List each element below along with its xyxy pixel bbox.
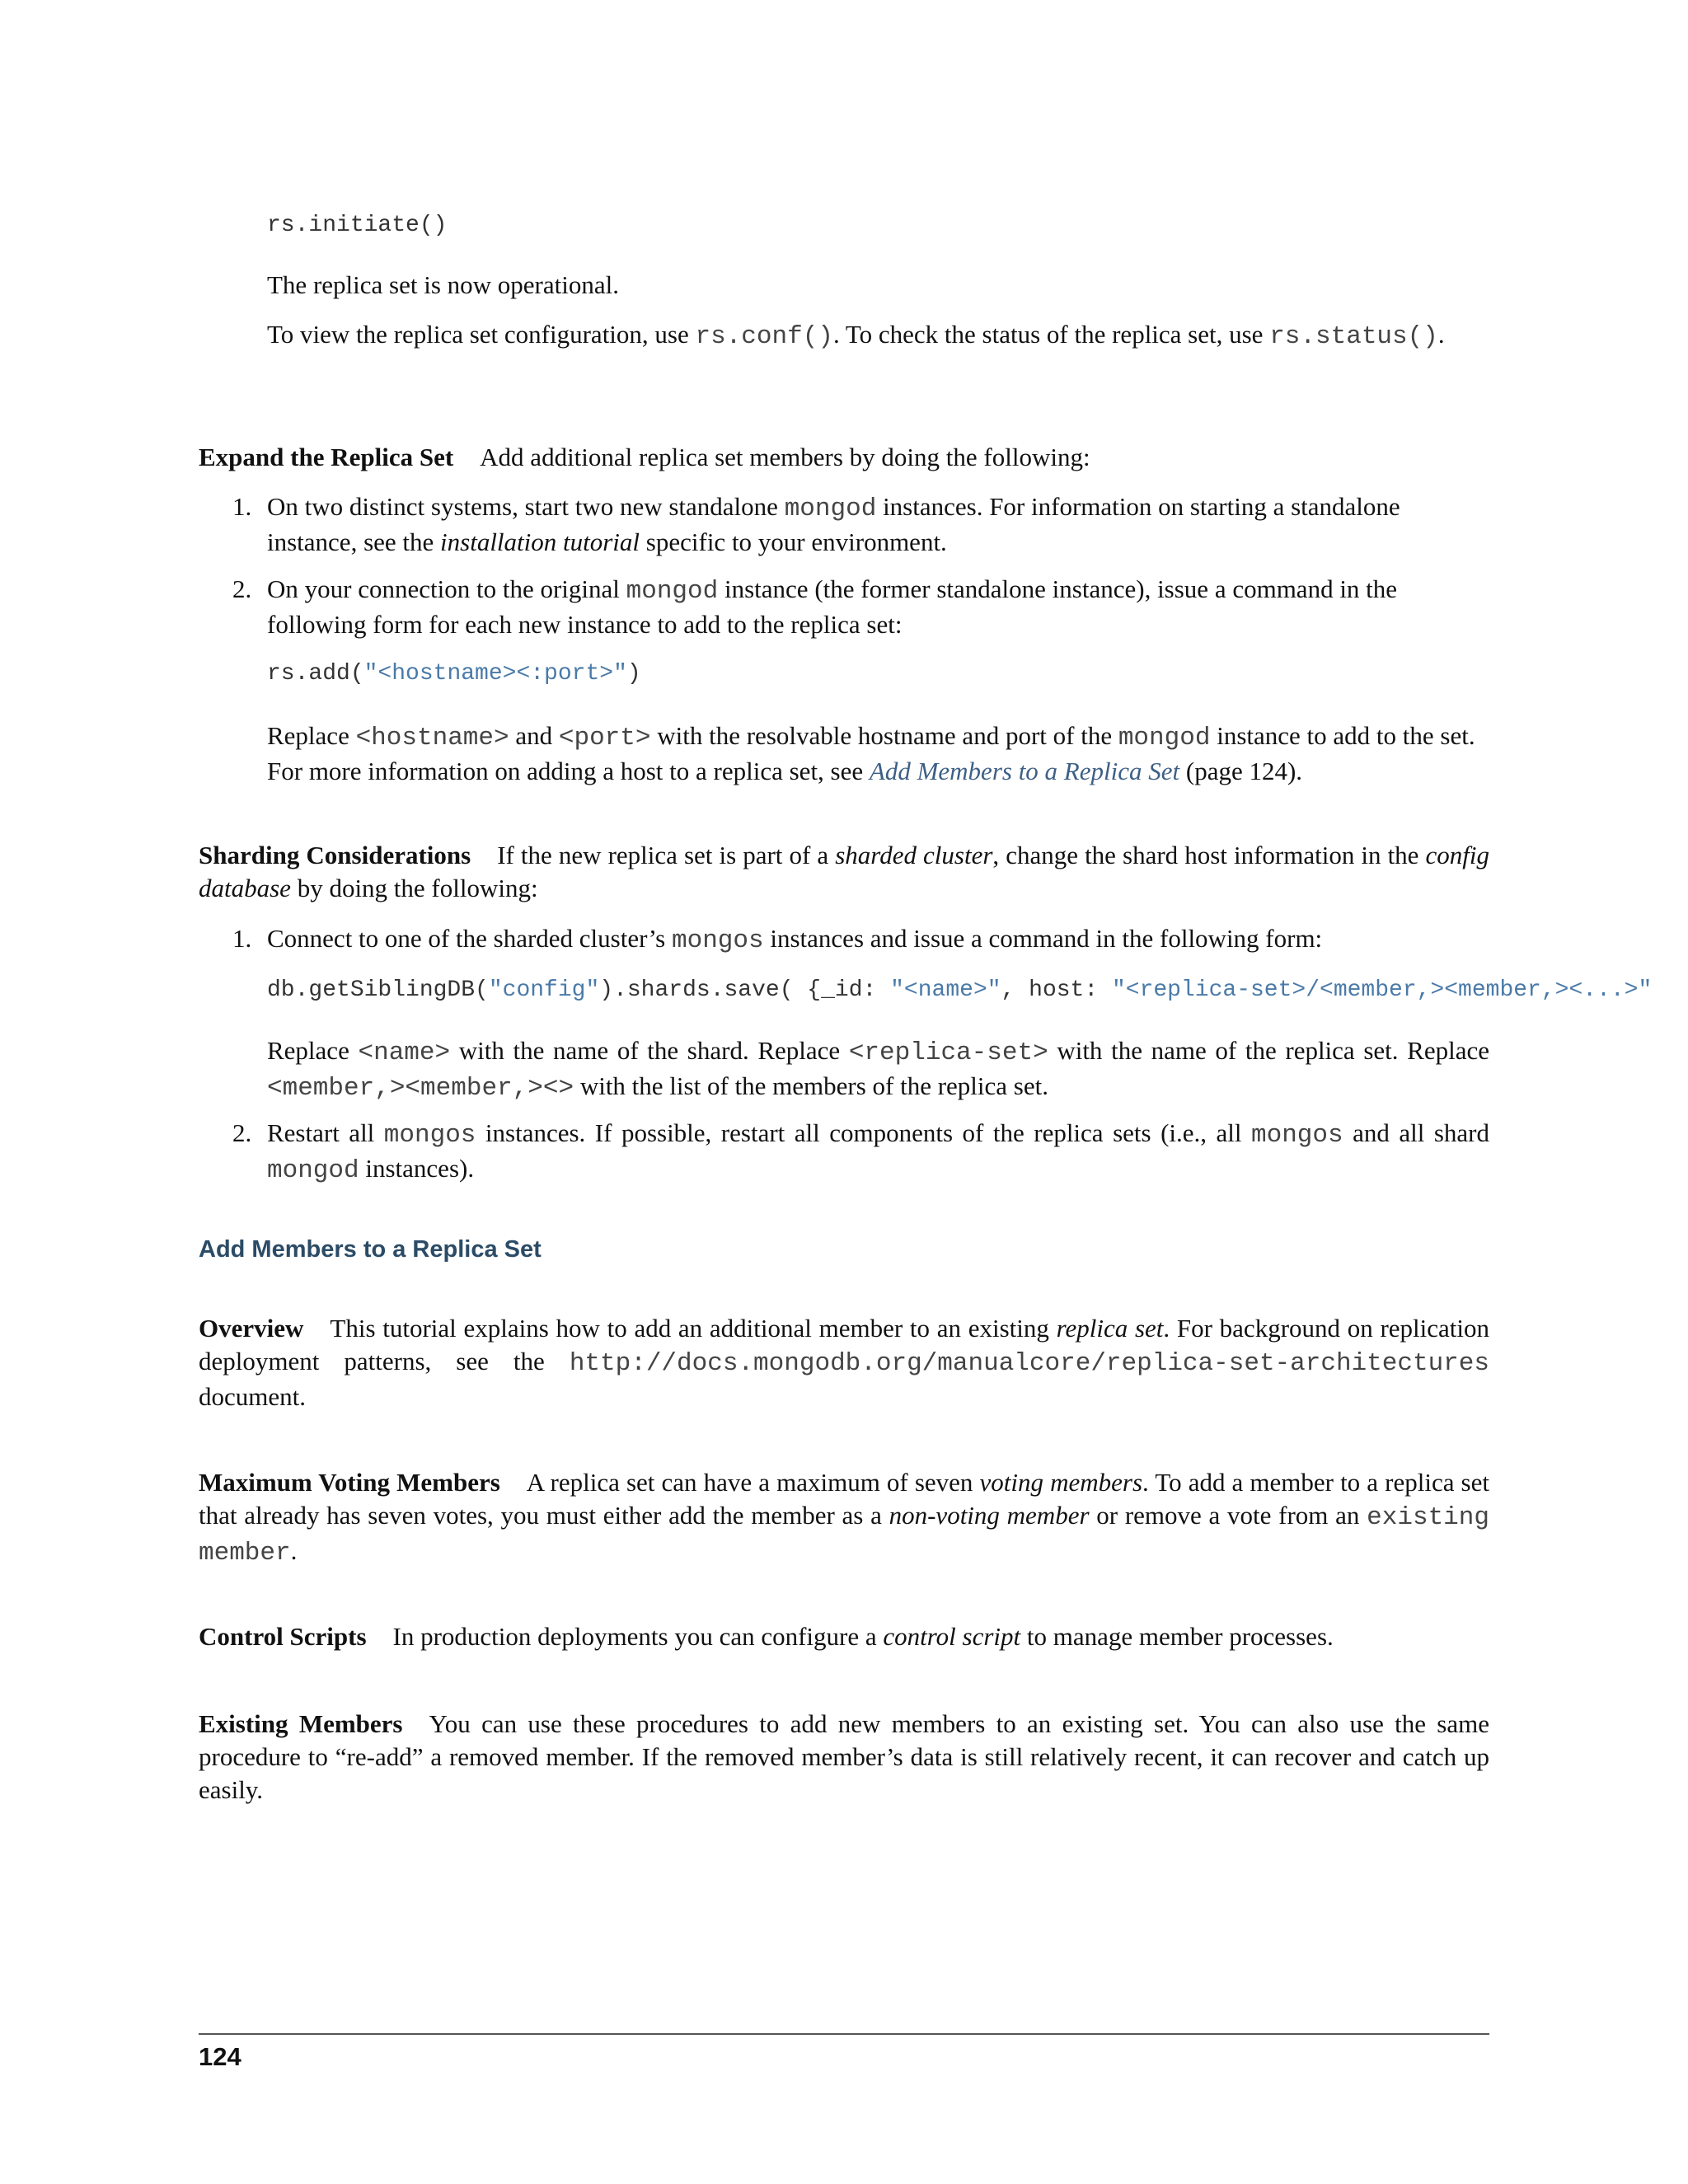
- sharding-step2: Restart all mongos instances. If possible, restart all components of the replica sets (i.e., all mongos and all shard mongod instances).: [267, 1118, 1490, 1185]
- sharding-step2-number: 2.: [232, 1118, 252, 1147]
- code-shards-save: db.getSiblingDB("config").shards.save( {_id: "<name>", host: "<replica-set>/<member,><member,><...>": [267, 977, 1653, 1003]
- expand-step1: On two distinct systems, start two new standalone mongod instances. For information on starting a standalone instance, see the installation tutorial specific to your environment.: [267, 492, 1400, 556]
- operational-paragraph: The replica set is now operational.: [267, 270, 619, 299]
- sharding-replace-paragraph: Replace <name> with the name of the shard. Replace <replica-set> with the name of the replica set. Replace <member,><member,><> with the list of the members of the replica set.: [267, 1036, 1489, 1103]
- link-add-members[interactable]: Add Members to a Replica Set: [869, 757, 1180, 785]
- footer-rule: [199, 2033, 1489, 2035]
- section-title-add-members: Add Members to a Replica Set: [199, 1236, 542, 1263]
- existing-members-paragraph: Existing Members You can use these procedures to add new members to an existing set. You can also use the same procedure to “re-add” a removed member. If the removed member’s data is still relatively recent, it can recover and catch up easily.: [199, 1709, 1489, 1804]
- overview-paragraph: Overview This tutorial explains how to add an additional member to an existing replica set. For background on replication deployment patterns, see the http://docs.mongodb.org/manualcore/replica-set-architectures document.: [199, 1314, 1490, 1411]
- existing-members-heading: Existing Members: [199, 1709, 403, 1738]
- max-voting-heading: Maximum Voting Members: [199, 1468, 500, 1497]
- view-config-paragraph: To view the replica set configuration, use rs.conf(). To check the status of the replica set, use rs.status().: [267, 320, 1445, 351]
- expand-replace-paragraph: Replace <hostname> and <port> with the resolvable hostname and port of the mongod instance to add to the set. For more information on adding a host to a replica set, see Add Members to a Replica Set (page 124).: [267, 721, 1475, 785]
- expand-step2: On your connection to the original mongod instance (the former standalone instance), issue a command in the following form for each new instance to add to the replica set:: [267, 574, 1398, 639]
- sharding-heading: Sharding Considerations: [199, 841, 471, 869]
- code-rs-status: rs.status(): [1269, 322, 1438, 351]
- code-rs-conf: rs.conf(): [695, 322, 833, 351]
- max-voting-paragraph: Maximum Voting Members A replica set can have a maximum of seven voting members. To add a member to a replica set that already has seven votes, you must either add the member as a non-voting member or remove a vote from an existing member.: [199, 1468, 1489, 1568]
- code-rs-add: rs.add("<hostname><:port>"): [267, 661, 641, 687]
- expand-heading: Expand the Replica Set: [199, 443, 454, 471]
- sharding-step1-number: 1.: [232, 924, 252, 953]
- sharding-intro: Sharding Considerations If the new replica set is part of a sharded cluster, change the shard host information in the config database by doing the following:: [199, 841, 1490, 902]
- expand-step2-number: 2.: [232, 574, 252, 603]
- expand-intro: Expand the Replica Set Add additional replica set members by doing the following:: [199, 443, 1090, 471]
- page-number: 124: [199, 2042, 241, 2071]
- control-scripts-paragraph: Control Scripts In production deployments you can configure a control script to manage member processes.: [199, 1622, 1334, 1651]
- overview-heading: Overview: [199, 1314, 304, 1343]
- expand-step1-number: 1.: [232, 492, 252, 521]
- sharding-step1: Connect to one of the sharded cluster’s mongos instances and issue a command in the following form:: [267, 924, 1323, 955]
- control-scripts-heading: Control Scripts: [199, 1622, 367, 1651]
- code-rs-initiate: rs.initiate(): [267, 213, 448, 238]
